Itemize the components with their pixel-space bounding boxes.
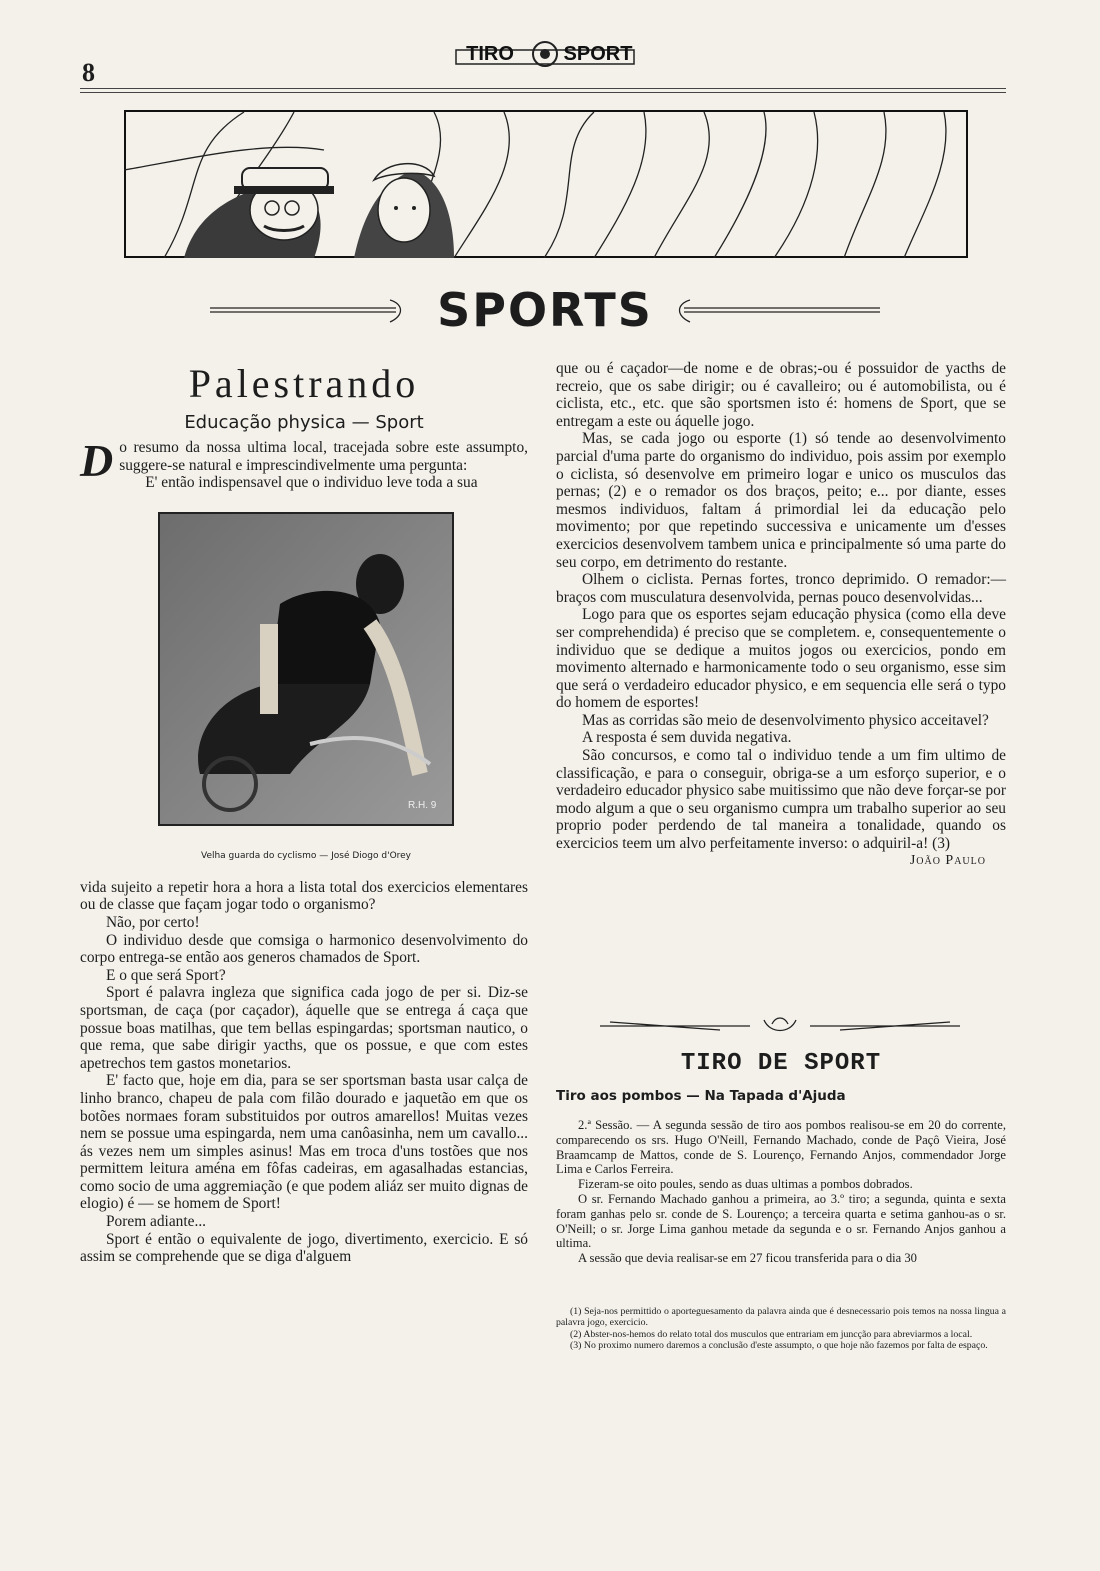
footnotes: [556, 1306, 1006, 1352]
sports-banner: [210, 282, 880, 338]
article-left-column: [80, 358, 528, 1266]
masthead-logo: [450, 32, 640, 76]
tiro-body: [556, 1118, 1006, 1266]
cyclist-photo: [158, 512, 454, 826]
masthead-word-left: TIRO: [466, 43, 514, 65]
left-paragraph: E o que será Sport?: [106, 966, 226, 984]
article-title: Palestrando: [188, 361, 420, 406]
photo-figure: [158, 512, 454, 861]
left-paragraph: E' facto que, hoje em dia, para se ser sportsman basta usar calça de linho branco, chapeu de pala com filão dourado e jaquetão em que os botões normaes foram substituidos por outros amarellos! Muitas vezes nem se possue uma espingarda, nem uma canôasinha, nem um cavallo... ás vezes nem um simples asinus! Mas em troca d'uns tostões que nos permittem leitura aména em fôfas cadeiras, em agasalhadas estancias, como socio de uma aggremiação (e que podem aliáz ser muito dignas de elogio) é — se homem de Sport!: [80, 1072, 528, 1213]
intro-paragraph-2: E' então indispensavel que o individuo leve toda a sua: [145, 474, 478, 492]
tiro-paragraph: 2.ª Sessão. — A segunda sessão de tiro aos pombos realisou-se em 20 do corrente, comparecendo os srs. Hugo O'Neill, Fernando Machado, conde de Paçô Vieira, José Braamcamp de Mattos, conde de S. Lourenço, Fernando Anjos, commendador Jorge Lima e Carlos Ferreira.: [556, 1118, 1006, 1177]
intro-paragraph: o resumo da nossa ultima local, tracejada sobre este assumpto, suggere-se natural e imprescindivelmente uma pergunta:: [119, 439, 528, 474]
tiro-paragraph: A sessão que devia realisar-se em 27 ficou transferida para o dia 30: [578, 1251, 917, 1266]
article-right-body: [556, 360, 1006, 853]
left-paragraph: Não, por certo!: [106, 913, 200, 931]
tiro-title: TIRO DE SPORT: [680, 1050, 882, 1077]
section-title: SPORTS: [437, 283, 653, 337]
tiro-paragraph: O sr. Fernando Machado ganhou a primeira, ao 3.º tiro; a segunda, quinta e sexta foram ganhas pelo sr. conde de S. Lourenço; a terceira quarta e setima ganhou-as o sr. O'Neill; o sr. Jorge Lima ganhou metade da segunda e o sr. Fernando Anjos ganhou a ultima.: [556, 1191, 1006, 1251]
footnote: (3) No proximo numero daremos a conclusão d'este assumpto, o que hoje não fazemos por falta de espaço.: [570, 1340, 988, 1352]
article-subtitle: Educação physica — Sport: [184, 412, 424, 433]
author-signature: João Paulo: [909, 852, 986, 868]
right-paragraph: que ou é caçador—de nome e de obras;-ou é possuidor de yacths de recreio, que os sabe dirigir; ou é cavalleiro; ou é automobilista, ou é ciclista, etc., etc. que são sportsmen isto é: homens de Sport, que se entregam a este ou áquelle jogo.: [556, 360, 1006, 430]
header-rule-double: [80, 92, 1006, 93]
right-paragraph: A resposta é sem duvida negativa.: [582, 729, 792, 747]
article-left-body: [80, 879, 528, 1266]
right-paragraph: Mas as corridas são meio de desenvolvimento physico acceitavel?: [582, 711, 989, 729]
section-divider: [600, 1012, 960, 1038]
left-paragraph: Porem adiante...: [106, 1213, 207, 1231]
photo-caption: Velha guarda do cyclismo — José Diogo d'Orey: [200, 850, 412, 861]
dropcap: D: [80, 435, 114, 486]
article-intro: [80, 435, 528, 492]
left-paragraph: vida sujeito a repetir hora a hora a lista total dos exercicios elementares ou de classe que façam jogar todo o organismo?: [80, 878, 528, 914]
footnote: (2) Abster-nos-hemos do relato total dos musculos que entrariam em juncção para abreviarmos a local.: [570, 1328, 973, 1340]
left-paragraph: Sport é então o equivalente de jogo, divertimento, exercicio. E só assim se comprehende que se diga d'alguem: [80, 1230, 528, 1266]
masthead-word-right: SPORT: [563, 43, 633, 65]
article-right-column: [556, 360, 1006, 869]
tiro-paragraph: Fizeram-se oito poules, sendo as duas ultimas a pombos dobrados.: [578, 1177, 913, 1192]
header-illustration: [124, 110, 968, 258]
right-paragraph: Logo para que os esportes sejam educação physica (como ella deve ser comprehendida) é preciso que se completem. e, consequentemente o individuo que se dedique a muitos jogos ou exercicios, pondo em movimento alternado e harmonicamente todo o seu organismo, esse sim que será o verdadeiro educador physico, e em sequencia elle será o typo do homem de esportes!: [556, 606, 1006, 712]
right-paragraph: São concursos, e como tal o individuo tende a um fim ultimo de classificação, e para o conseguir, obriga-se a um esforço superior, e o verdadeiro educador physico sabe muitissimo que não deve forçar-se por modo algum a que o seu organismo cumpra um trabalho superior ao seu proprio poder perdendo de tal maneira a tonalidade, quando os exercicios teem um alvo perfeitamente inverso: o adquiril-a! (3): [556, 747, 1006, 853]
right-paragraph: Olhem o ciclista. Pernas fortes, tronco deprimido. O remador:—braços com musculatura desenvolvida, pernas pouco desenvolvidas...: [556, 571, 1006, 606]
photo-signature: R.H. 9: [408, 799, 437, 811]
page-number: 8: [82, 58, 95, 87]
header-rule: [80, 88, 1006, 89]
left-paragraph: O individuo desde que comsiga o harmonico desenvolvimento do corpo entrega-se então aos generos chamados de Sport.: [80, 931, 528, 967]
tiro-subtitle: Tiro aos pombos — Na Tapada d'Ajuda: [556, 1088, 846, 1104]
footnote: (1) Seja-nos permittido o aporteguesamento da palavra ainda que é desnecessario pois temos na nossa lingua a palavra jogo, exercicio.: [556, 1306, 1006, 1329]
left-paragraph: Sport é palavra ingleza que significa cada jogo de per si. Diz-se sportsman, de caça (por caçador), áquelle que se entrega á caça que possue boas matilhas, que tem bellas espingardas; sportsman nautico, o que rema, que sabe dirigir yacths, que os possue, e que com estes apetrechos tem gastos monetarios.: [80, 984, 528, 1072]
right-paragraph: Mas, se cada jogo ou esporte (1) só tende ao desenvolvimento parcial d'uma parte do organismo do individuo, pois assim por exemplo o ciclista, só desenvolve em primeiro logar e unico os musculos das pernas; (2) e o remador os dos braços, peito; e... por diante, esses mesmos individuos, faltam á primordial lei da educação pelo movimento; por que repetindo successiva e unicamente um d'esses exercicios desenvolvem tambem unica e principalmente só uma parte do seu corpo, em detrimento do restante.: [556, 430, 1006, 571]
